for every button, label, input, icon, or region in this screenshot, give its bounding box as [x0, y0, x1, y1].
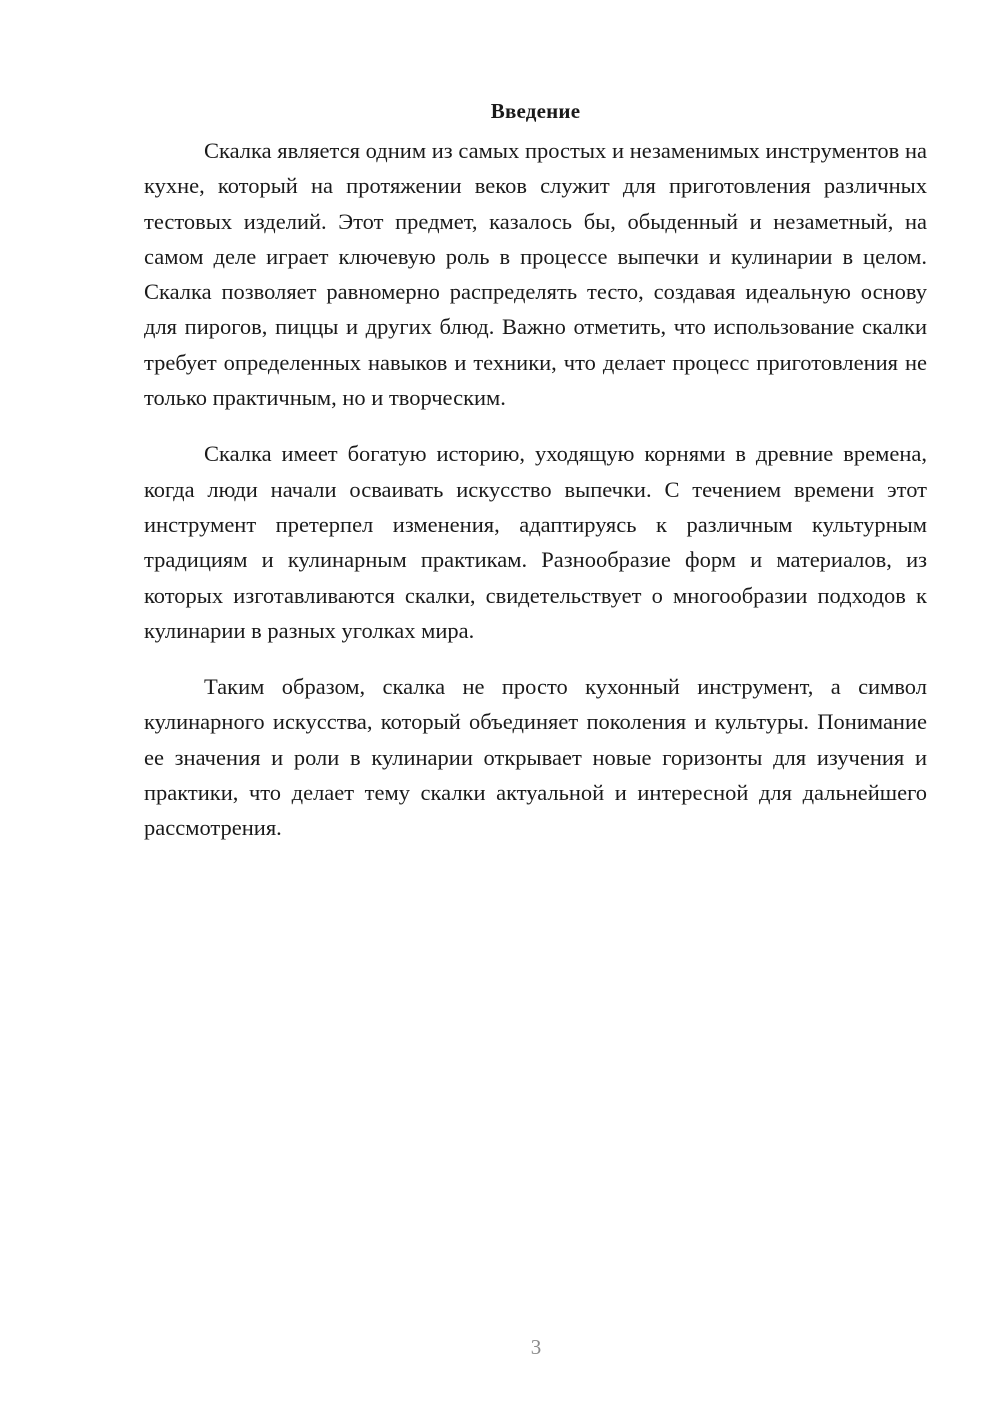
paragraph-1: Скалка является одним из самых простых и незаменимых инструментов на кухне, который на протяжении веков служит для приготовления различных тестовых изделий. Этот предмет, казалось бы, обыденный и незаметный, на самом деле играет ключевую роль в процессе выпечки и кулинарии в целом. Скалка позволяет равномерно распределять тесто, создавая идеальную основу для пирогов, пиццы и других блюд. Важно отметить, что использование скалки требует определенных навыков и техники, что делает процесс приготовления не только практичным, но и творческим.	[144, 138, 927, 411]
paragraph-2: Скалка имеет богатую историю, уходящую корнями в древние времена, когда люди начали осваивать искусство выпечки. С течением времени этот инструмент претерпел изменения, адаптируясь к различным культурным традициям и кулинарным практикам. Разнообразие форм и материалов, из которых изготавливаются скалки, свидетельствует о многообразии подходов к кулинарии в разных уголках мира.	[144, 441, 927, 643]
page-number: 3	[530, 1335, 542, 1359]
section-heading: Введение	[490, 99, 581, 123]
page-content	[144, 96, 927, 867]
paragraph-3: Таким образом, скалка не просто кухонный инструмент, а символ кулинарного искусства, который объединяет поколения и культуры. Понимание ее значения и роли в кулинарии открывает новые горизонты для изучения и практики, что делает тему скалки актуальной и интересной для дальнейшего рассмотрения.	[144, 674, 927, 841]
